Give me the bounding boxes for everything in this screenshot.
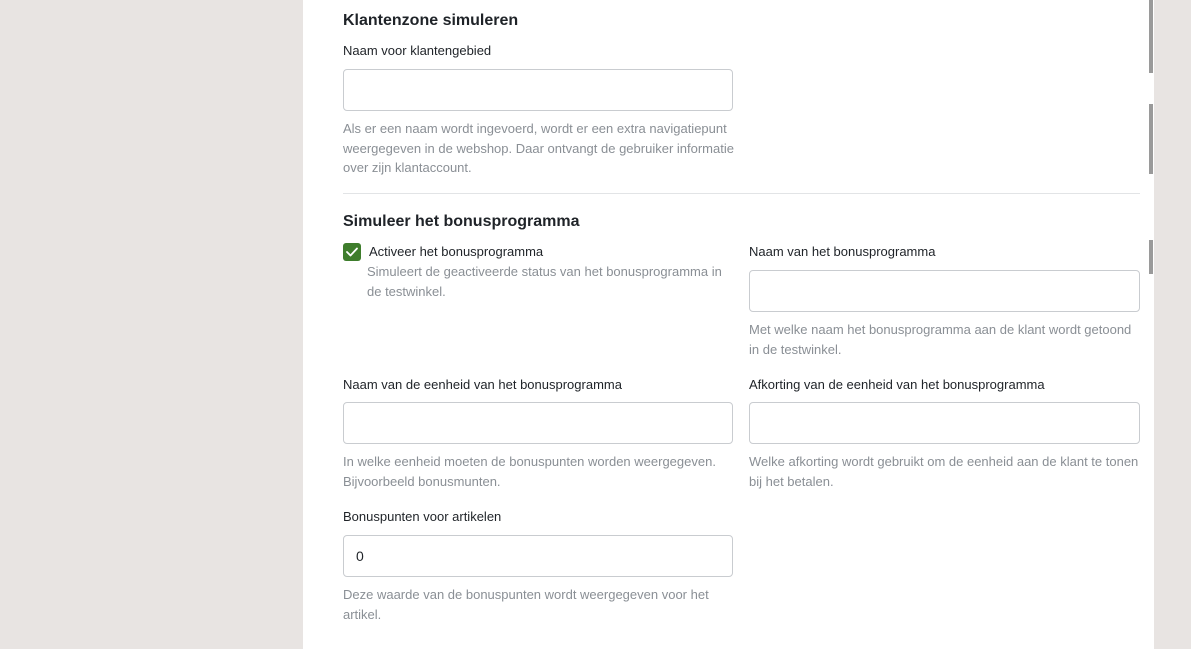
customer-zone-name-label: Naam voor klantengebied bbox=[343, 43, 492, 58]
right-background bbox=[1149, 0, 1191, 649]
unit-name-label: Naam van de eenheid van het bonusprogramma bbox=[343, 377, 622, 392]
unit-abbr-help: Welke afkorting wordt gebruikt om de eenheid aan de klant te tonen bij het betalen. bbox=[749, 454, 1139, 489]
settings-panel bbox=[303, 0, 1149, 649]
activate-bonus-checkbox[interactable] bbox=[343, 243, 361, 261]
program-name-help: Met welke naam het bonusprogramma aan de klant wordt getoond in de testwinkel. bbox=[749, 322, 1132, 357]
section-divider bbox=[343, 193, 1140, 194]
activate-bonus-label[interactable]: Activeer het bonusprogramma bbox=[369, 244, 544, 259]
program-name-input[interactable] bbox=[749, 270, 1140, 312]
activate-bonus-help: Simuleert de geactiveerde status van het bonusprogramma in de testwinkel. bbox=[367, 264, 722, 299]
customer-zone-name-help: Als er een naam wordt ingevoerd, wordt er een extra navigatiepunt weergegeven in de webshop. Daar ontvangt de gebruiker informatie over zijn klantaccount. bbox=[343, 121, 734, 175]
article-points-input[interactable] bbox=[343, 535, 733, 577]
article-points-label: Bonuspunten voor artikelen bbox=[343, 509, 502, 524]
scrollbar-marker[interactable] bbox=[1149, 104, 1153, 174]
article-points-help: Deze waarde van de bonuspunten wordt weergegeven voor het artikel. bbox=[343, 587, 709, 622]
program-name-label: Naam van het bonusprogramma bbox=[749, 244, 936, 259]
scrollbar-marker[interactable] bbox=[1149, 240, 1153, 274]
checkmark-icon bbox=[346, 247, 358, 257]
unit-abbr-input[interactable] bbox=[749, 402, 1140, 444]
unit-name-help: In welke eenheid moeten de bonuspunten worden weergegeven. Bijvoorbeeld bonusmunten. bbox=[343, 454, 716, 489]
left-background bbox=[0, 0, 303, 649]
unit-abbr-label: Afkorting van de eenheid van het bonusprogramma bbox=[749, 377, 1045, 392]
customer-zone-title: Klantenzone simuleren bbox=[343, 12, 519, 29]
scrollbar-marker[interactable] bbox=[1149, 0, 1153, 73]
bonus-program-title: Simuleer het bonusprogramma bbox=[343, 213, 580, 230]
scrollbar-track[interactable] bbox=[1149, 0, 1154, 649]
customer-zone-name-input[interactable] bbox=[343, 69, 733, 111]
unit-name-input[interactable] bbox=[343, 402, 733, 444]
